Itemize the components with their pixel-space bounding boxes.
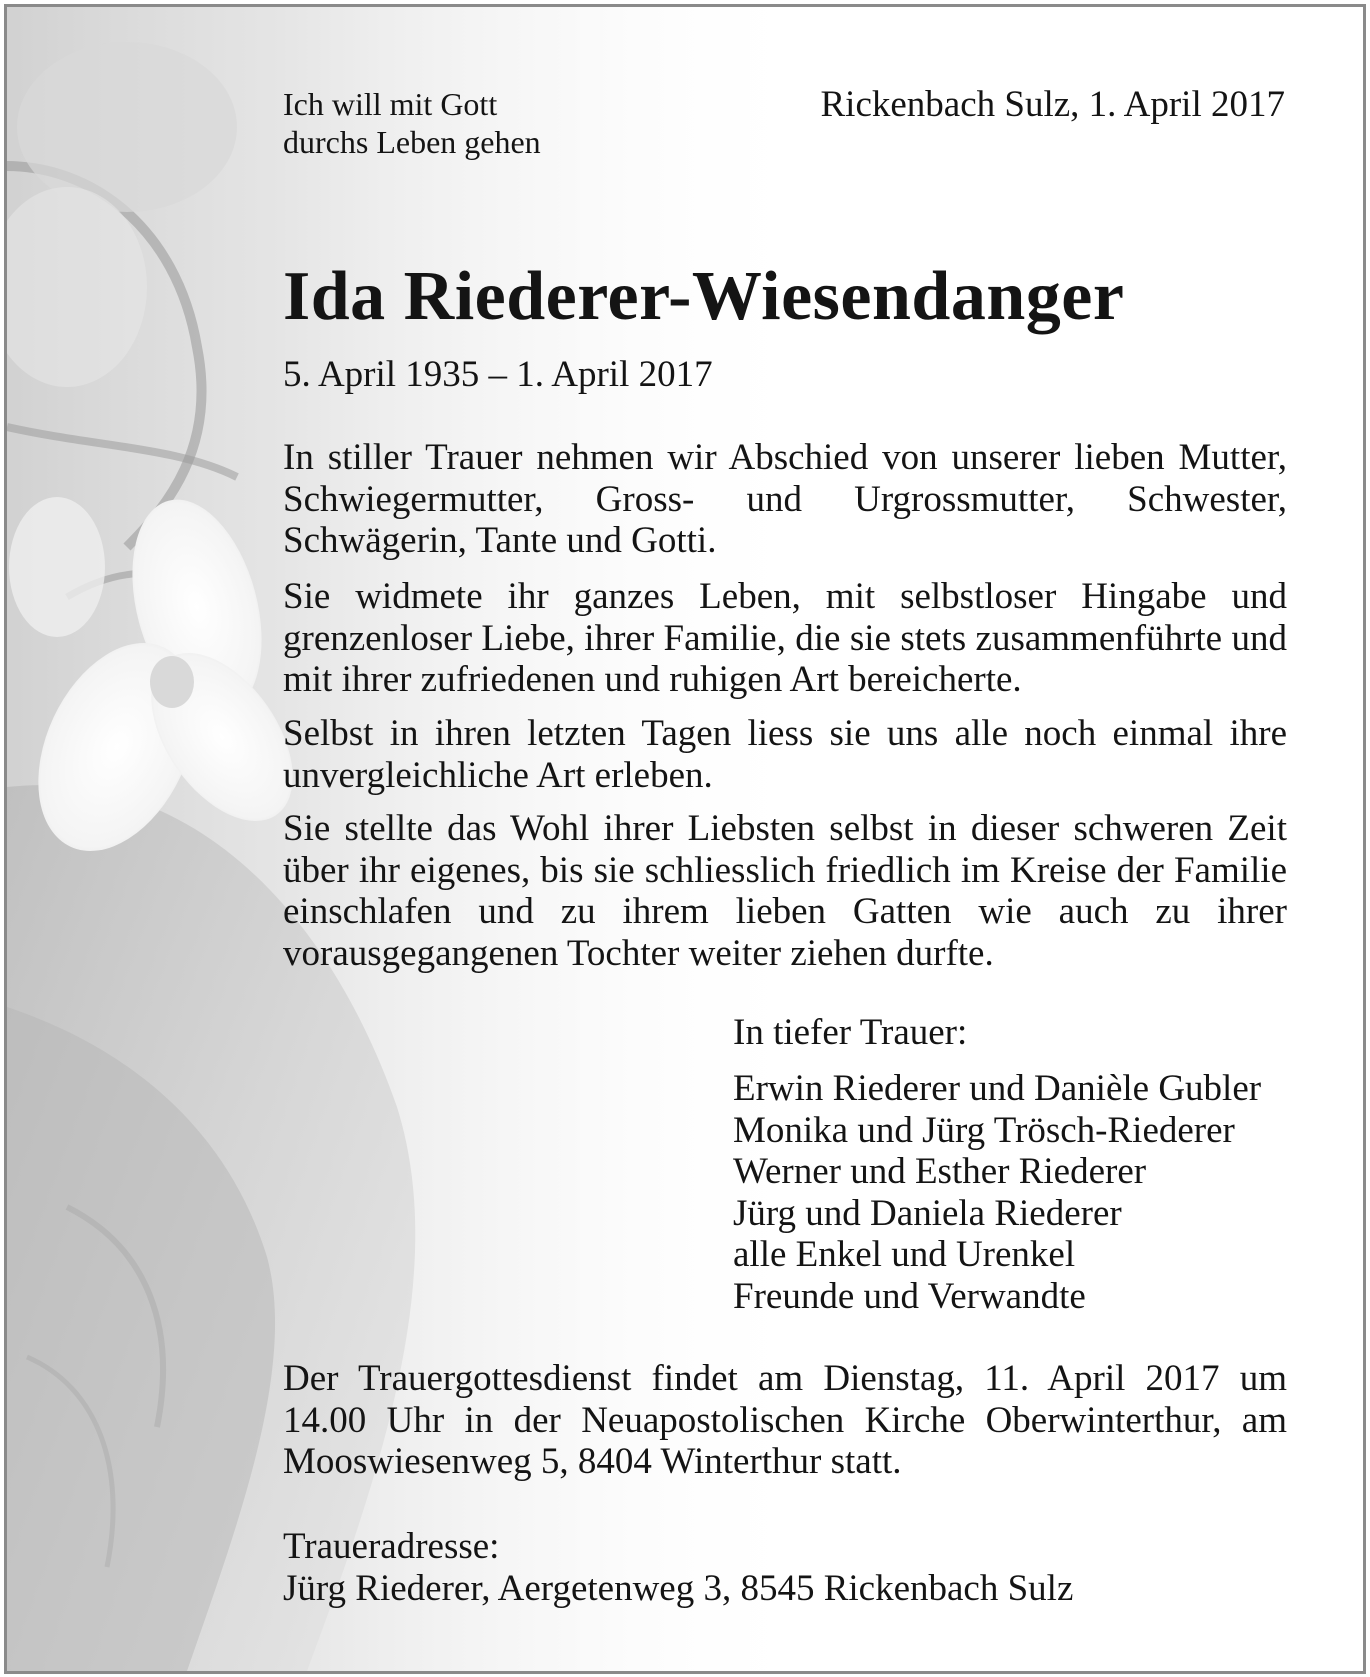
motto-line-2: durchs Leben gehen bbox=[283, 124, 541, 160]
place-date: Rickenbach Sulz, 1. April 2017 bbox=[820, 84, 1285, 125]
mourner-entry: Werner und Esther Riederer bbox=[733, 1151, 1147, 1192]
address-label: Traueradresse: bbox=[283, 1526, 500, 1567]
mourning-label: In tiefer Trauer: bbox=[733, 1012, 968, 1053]
lifespan: 5. April 1935 – 1. April 2017 bbox=[283, 354, 713, 395]
mourners-list bbox=[733, 1068, 1261, 1317]
deceased-name: Ida Riederer-Wiesendanger bbox=[283, 258, 1125, 335]
mourner-entry: Freunde und Verwandte bbox=[733, 1275, 1086, 1317]
mourner-entry: alle Enkel und Urenkel bbox=[733, 1234, 1076, 1275]
paragraph-last-days: Selbst in ihren letzten Tagen liess sie uns alle noch einmal ihre unvergleichliche Art erleben. bbox=[283, 713, 1287, 796]
mourner-entry: Erwin Riederer und Danièle Gubler bbox=[733, 1068, 1262, 1109]
paragraph-devotion: Sie widmete ihr ganzes Leben, mit selbstloser Hingabe und grenzenloser Liebe, ihrer Familie, die sie stets zusammenführte und mit ihrer zufriedenen und ruhigen Art bereicherte. bbox=[283, 576, 1287, 700]
mourner-entry: Jürg und Daniela Riederer bbox=[733, 1192, 1122, 1234]
motto-line-1: Ich will mit Gott bbox=[283, 86, 498, 122]
paragraph-farewell: In stiller Trauer nehmen wir Abschied von unserer lieben Mutter, Schwiegermutter, Gross- und Urgrossmutter, Schwester, Schwägerin, Tante und Gotti. bbox=[283, 437, 1287, 561]
service-announcement: Der Trauergottesdienst findet am Dienstag, 11. April 2017 um 14.00 Uhr in der Neuapostolischen Kirche Oberwinterthur, am Mooswiesenweg 5, 8404 Winterthur statt. bbox=[283, 1358, 1287, 1482]
paragraph-passing: Sie stellte das Wohl ihrer Liebsten selbst in dieser schweren Zeit über ihr eigenes, bis sie schliesslich friedlich im Kreise der Familie einschlafen und zu ihrem lieben Gatten wie auch zu ihrer vorausgegangenen Tochter weiter ziehen durfte. bbox=[283, 808, 1287, 974]
mourner-entry: Monika und Jürg Trösch-Riederer bbox=[733, 1109, 1235, 1151]
mourning-address: Jürg Riederer, Aergetenweg 3, 8545 Rickenbach Sulz bbox=[283, 1568, 1074, 1609]
motto bbox=[283, 85, 541, 161]
obituary-card bbox=[4, 4, 1366, 1674]
